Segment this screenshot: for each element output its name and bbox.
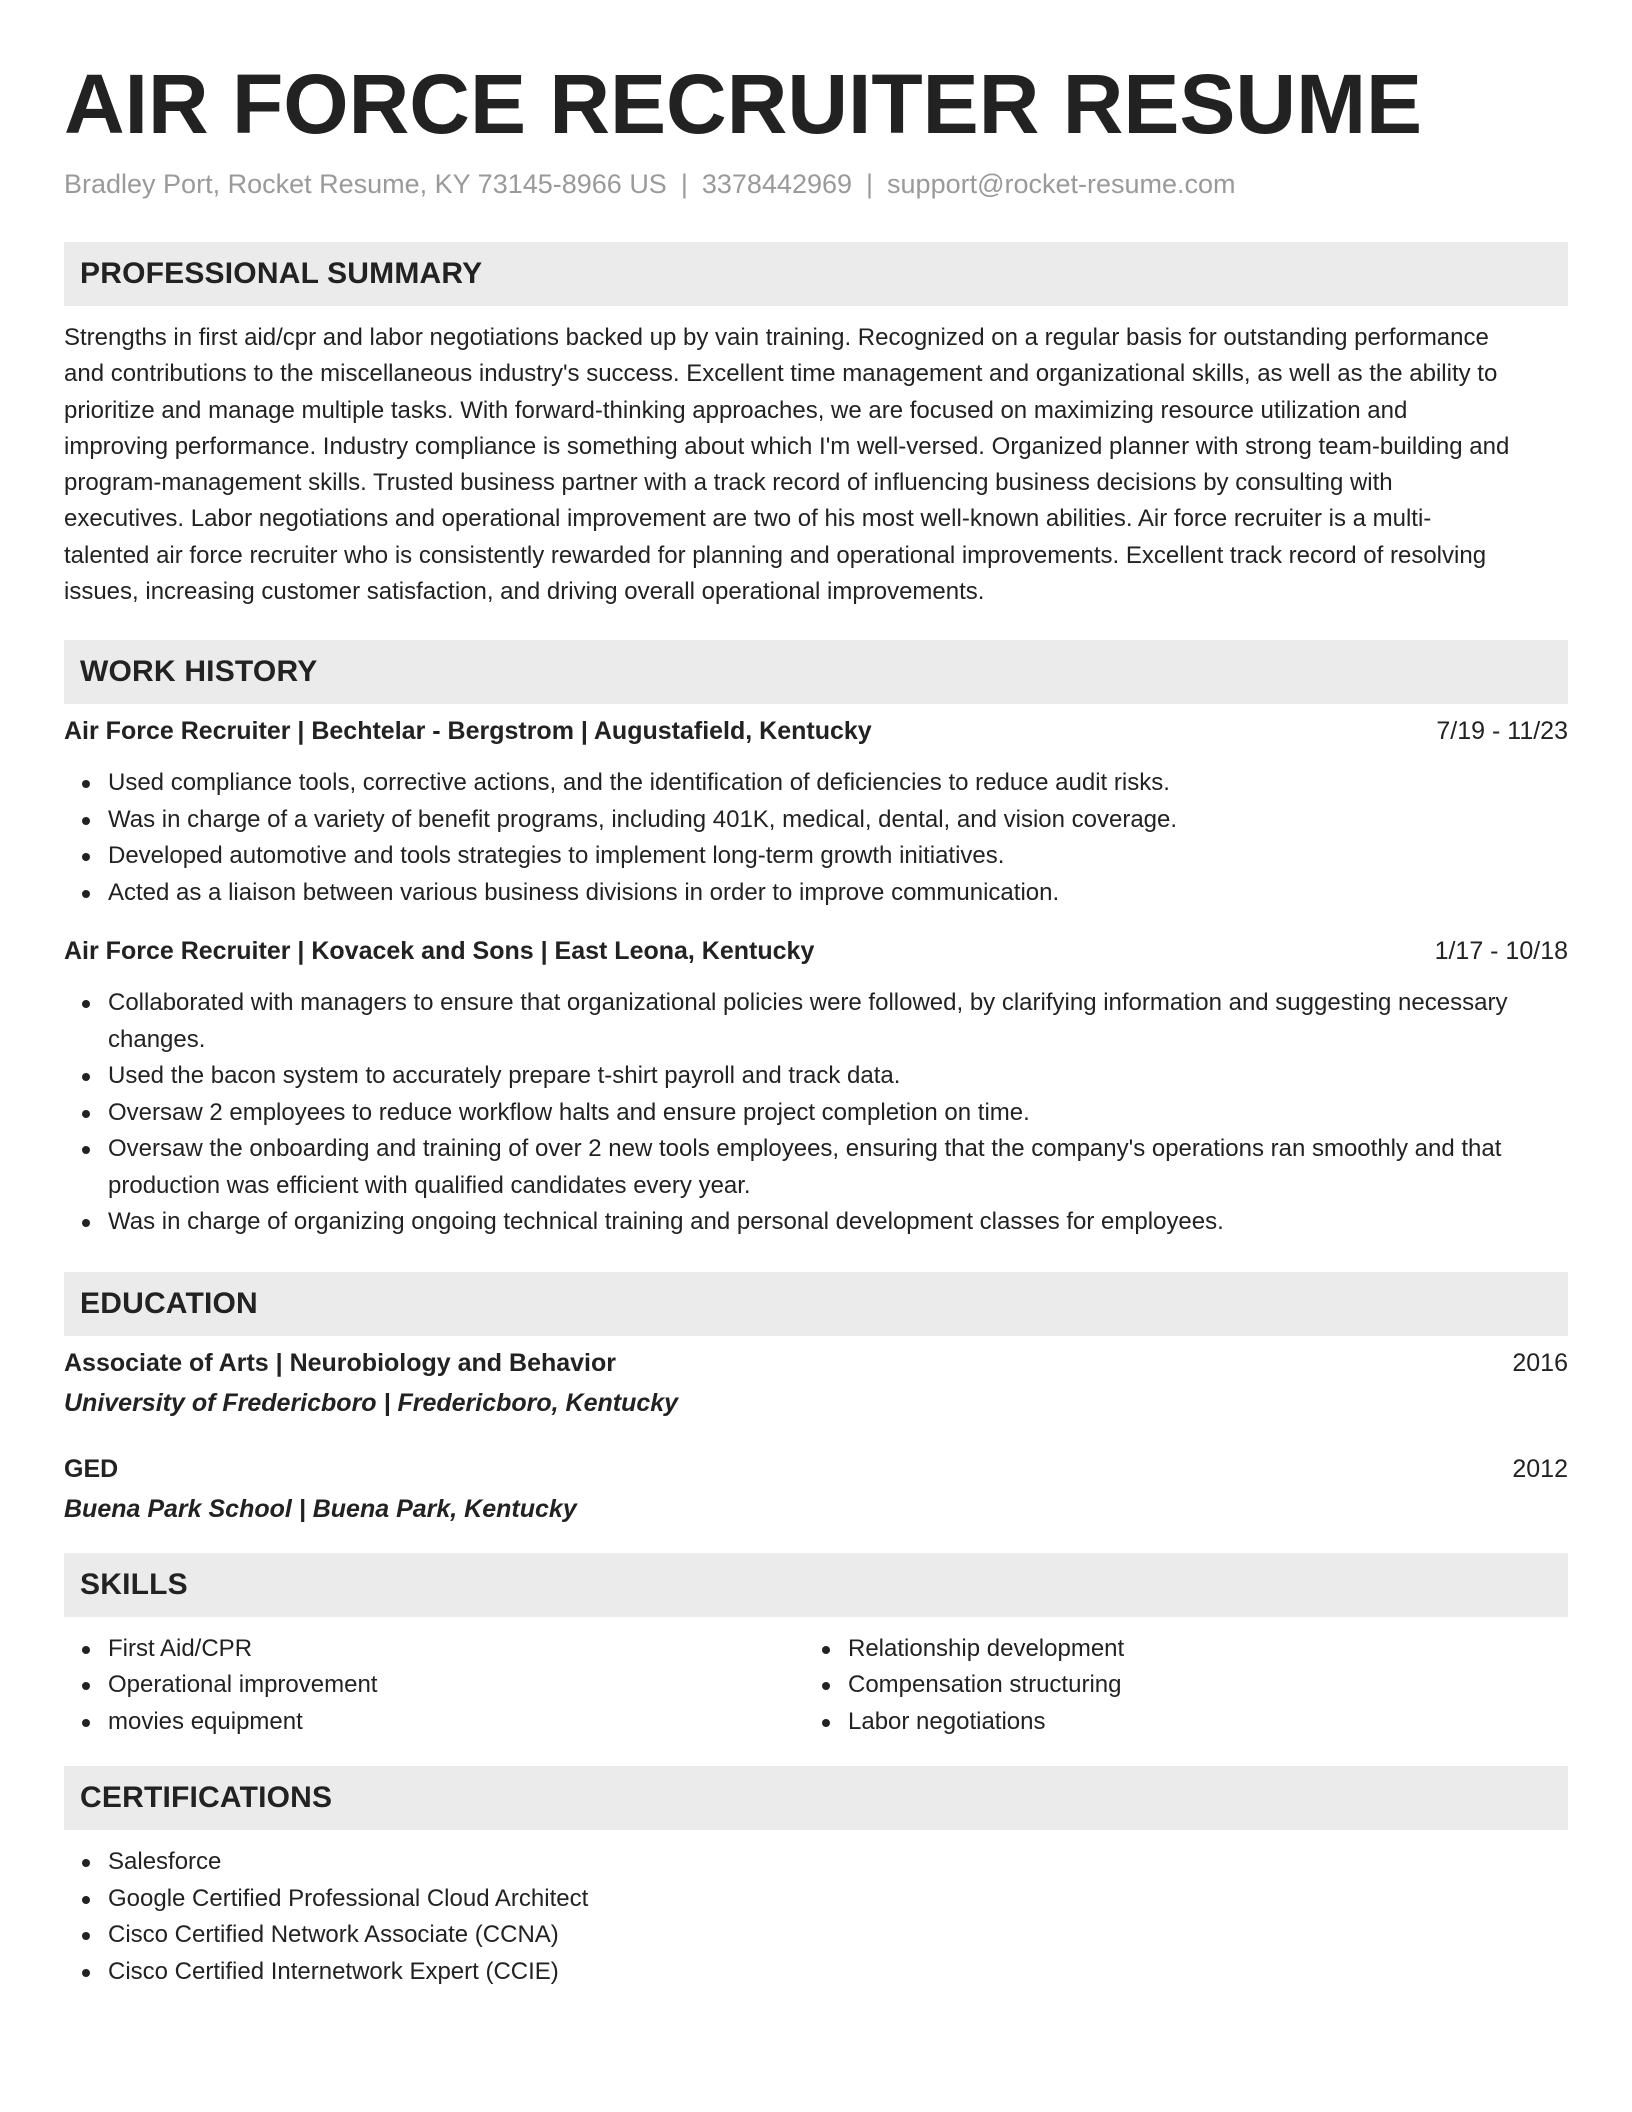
summary-line: prioritize and manage multiple tasks. With forward-thinking approaches, we are focused on maximizing resource utilization and [64, 396, 1408, 424]
list-item: Operational improvement [64, 1667, 804, 1704]
summary-line: improving performance. Industry compliance is something about which I'm well-versed. Organized planner with strong team-building and [64, 432, 1510, 460]
summary-line: talented air force recruiter who is consistently rewarded for planning and operational improvements. Excellent track record of resolving [64, 541, 1487, 569]
list-item: Developed automotive and tools strategies to implement long-term growth initiatives. [64, 838, 1568, 875]
summary-line: executives. Labor negotiations and operational improvement are two of his most well-known abilities. Air force recruiter is a multi- [64, 505, 1432, 533]
certifications-list [64, 1844, 1568, 1990]
job-bullets [64, 765, 1568, 911]
education-entry [64, 1345, 1568, 1421]
education-degree: Associate of Arts | Neurobiology and Behavior [64, 1348, 617, 1377]
list-item: Oversaw the onboarding and training of over 2 new tools employees, ensuring that the company's operations ran smoothly and that production was efficient with qualified candidates every year. [64, 1131, 1568, 1204]
section-heading-education: EDUCATION [64, 1272, 1568, 1336]
job-header [64, 933, 1568, 969]
skills-column-left [64, 1631, 804, 1741]
job-entry [64, 713, 1568, 911]
list-item: Google Certified Professional Cloud Architect [64, 1881, 1568, 1918]
list-item: Relationship development [804, 1631, 1544, 1668]
list-item: Salesforce [64, 1844, 1568, 1881]
list-item: First Aid/CPR [64, 1631, 804, 1668]
education-year: 2012 [1512, 1454, 1568, 1483]
job-bullets [64, 985, 1568, 1241]
education-year: 2016 [1512, 1348, 1568, 1377]
job-title: Air Force Recruiter | Kovacek and Sons | East Leona, Kentucky [64, 937, 815, 966]
list-item: Labor negotiations [804, 1704, 1544, 1741]
contact-separator: | [680, 169, 688, 199]
education-degree: GED [64, 1454, 119, 1483]
section-heading-summary: PROFESSIONAL SUMMARY [64, 242, 1568, 306]
summary-line: and contributions to the miscellaneous industry's success. Excellent time management and organizational skills, as well as the ability to [64, 360, 1498, 388]
summary-line: issues, increasing customer satisfaction, and driving overall operational improvements. [64, 578, 985, 606]
list-item: Was in charge of organizing ongoing technical training and personal development classes for employees. [64, 1204, 1568, 1241]
summary-line: program-management skills. Trusted business partner with a track record of influencing business decisions by consulting with [64, 469, 1393, 497]
skills-column-right [804, 1631, 1544, 1741]
list-item: Used compliance tools, corrective actions, and the identification of deficiencies to reduce audit risks. [64, 765, 1568, 802]
contact-line [64, 166, 1568, 202]
list-item: Oversaw 2 employees to reduce workflow halts and ensure project completion on time. [64, 1095, 1568, 1132]
professional-summary [64, 320, 1568, 610]
section-heading-skills: SKILLS [64, 1553, 1568, 1617]
contact-separator: | [866, 169, 874, 199]
summary-line: Strengths in first aid/cpr and labor negotiations backed up by vain training. Recognized on a regular basis for outstanding performance [64, 324, 1489, 351]
job-dates: 7/19 - 11/23 [1436, 717, 1568, 746]
list-item: Acted as a liaison between various business divisions in order to improve communication. [64, 875, 1568, 912]
resume-title: AIR FORCE RECRUITER RESUME [64, 57, 1423, 151]
job-dates: 1/17 - 10/18 [1434, 937, 1568, 966]
job-entry [64, 933, 1568, 1241]
list-item: Used the bacon system to accurately prepare t-shirt payroll and track data. [64, 1058, 1568, 1095]
education-header [64, 1345, 1568, 1381]
section-heading-work-history: WORK HISTORY [64, 640, 1568, 704]
job-header [64, 713, 1568, 749]
list-item: Compensation structuring [804, 1667, 1544, 1704]
education-school: University of Fredericboro | Fredericboro, Kentucky [64, 1388, 679, 1417]
education-school: Buena Park School | Buena Park, Kentucky [64, 1494, 577, 1523]
section-heading-certifications: CERTIFICATIONS [64, 1766, 1568, 1830]
list-item: Was in charge of a variety of benefit programs, including 401K, medical, dental, and vision coverage. [64, 802, 1568, 839]
list-item: movies equipment [64, 1704, 804, 1741]
contact-address: Bradley Port, Rocket Resume, KY 73145-8966 US [64, 169, 667, 199]
list-item: Cisco Certified Internetwork Expert (CCIE) [64, 1954, 1568, 1991]
list-item: Collaborated with managers to ensure that organizational policies were followed, by clarifying information and suggesting necessary changes. [64, 985, 1568, 1058]
contact-email: support@rocket-resume.com [887, 169, 1236, 199]
skills-grid [64, 1631, 1568, 1741]
education-header [64, 1451, 1568, 1487]
job-title: Air Force Recruiter | Bechtelar - Bergstrom | Augustafield, Kentucky [64, 717, 872, 746]
list-item: Cisco Certified Network Associate (CCNA) [64, 1917, 1568, 1954]
contact-phone: 3378442969 [701, 169, 853, 199]
education-entry [64, 1451, 1568, 1527]
